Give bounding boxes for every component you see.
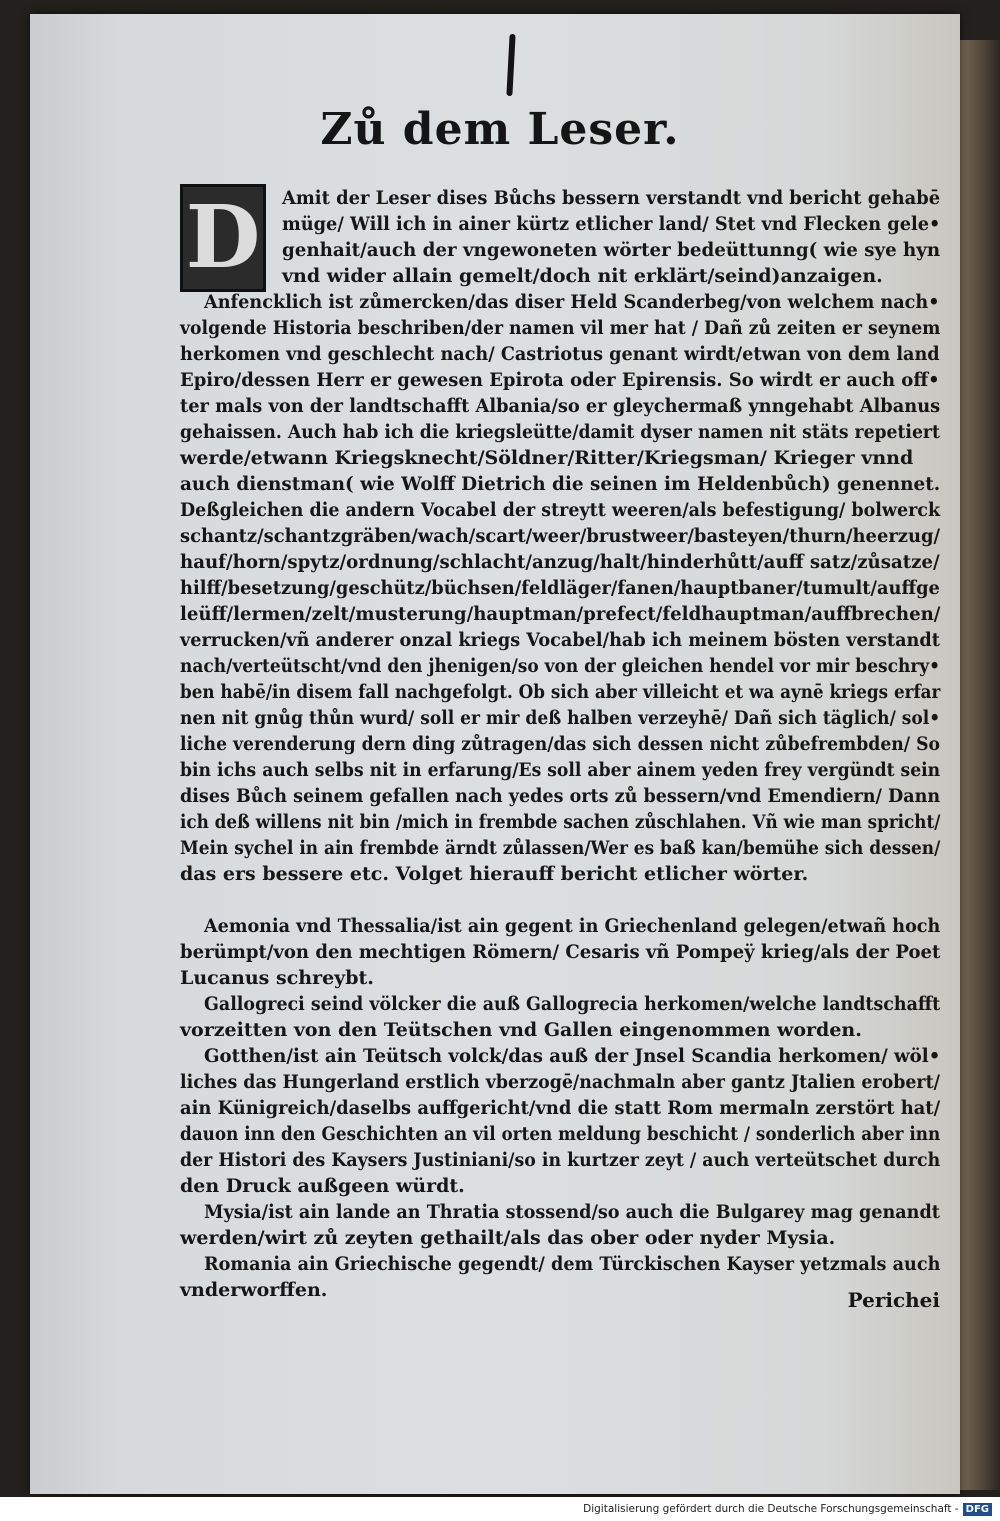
text-line: Aemonia vnd Thessalia/ist ain gegent in Griechenland gelegen/etwañ hoch [204,915,941,937]
text-line: Lucanus schreybt. [180,967,374,989]
text-line: Anfencklich ist zůmercken/das diser Held Scanderbeg/von welchem nach• [204,291,940,313]
text-line: werden/wirt zů zeyten gethailt/als das ober oder nyder Mysia. [180,1227,836,1249]
catchword: Perichei [847,1288,940,1312]
decorated-initial [180,184,266,292]
footer-credit-text: Digitalisierung gefördert durch die Deutsche Forschungsgemeinschaft - [583,1503,959,1515]
text-line: Mein sychel in ain frembde ärndt zůlassen/Wer es baß kan/bemühe sich dessen/ [180,837,941,859]
text-line: liche verenderung dern ding zůtragen/das sich dessen nicht zůbefrembden/ So [180,733,940,755]
text-line: Romania ain Griechische gegendt/ dem Türckischen Kayser yetzmals auch [204,1253,941,1275]
text-line: vorzeitten von den Teütschen vnd Gallen eingenommen worden. [180,1019,862,1041]
text-line: liches das Hungerland erstlich vberzogē/nachmaln aber gantz Jtalien erobert/ [180,1071,940,1093]
text-line: auch dienstman( wie Wolff Dietrich die seinen im Heldenbůch) genennet. [180,473,941,495]
text-line: Mysia/ist ain lande an Thratia stossend/so auch die Bulgarey mag genandt [204,1201,940,1223]
text-line: hilff/besetzung/geschütz/büchsen/feldläger/fanen/hauptbaner/tumult/auffge [180,577,940,599]
text-line: Deßgleichen die andern Vocabel der streytt weeren/als befestigung/ bolwerck [180,499,941,521]
text-line: volgende Historia beschriben/der namen vil mer hat / Dañ zů zeiten er seynem [180,317,941,339]
text-line: dises Bůch seinem gefallen nach yedes orts zů bessern/vnd Emendiern/ Dann [180,785,941,807]
digitization-footer [0,1497,1000,1521]
text-line: werde/etwann Kriegsknecht/Söldner/Ritter/Kriegsman/ Krieger vnnd [180,447,914,469]
text-line: hauf/horn/spytz/ordnung/schlacht/anzug/halt/hinderhůtt/auff satz/zůsatze/ [180,551,940,573]
text-line: herkomen vnd geschlecht nach/ Castriotus genant wirdt/etwan von dem land [180,343,940,365]
text-line: berümpt/von den mechtigen Römern/ Cesaris vñ Pompeÿ krieg/als der Poet [180,941,941,963]
text-line: Gallogreci seind völcker die auß Gallogrecia herkomen/welche landtschafft [204,993,941,1015]
text-line: bin ichs auch selbs nit in erfarung/Es soll aber ainem yeden frey vergündt sein [180,759,941,781]
dfg-logo: DFG [963,1503,992,1516]
text-line: leüff/lermen/zelt/musterung/hauptman/prefect/feldhauptman/auffbrechen/ [180,603,941,625]
text-line: vnd wider allain gemelt/doch nit erklärt/seind)anzaigen. [282,265,883,287]
page-heading: Zů dem Leser. [320,104,680,155]
text-line: der Histori des Kaysers Justiniani/so in kurtzer zeyt / auch verteütschet durch [180,1149,941,1171]
text-line: vnderworffen. [180,1279,328,1301]
text-line: Gotthen/ist ain Teütsch volck/das auß der Jnsel Scandia herkomen/ wöl• [204,1045,941,1067]
text-line: ben habē/in disem fall nachgefolgt. Ob sich aber villeicht et wa aynē kriegs erfar [180,681,941,703]
text-line: ter mals von der landtschafft Albania/so er gleychermaß ynngehabt Albanus [180,395,941,417]
text-line: dauon inn den Geschichten an vil orten meldung beschicht / sonderlich aber inn [180,1123,941,1145]
text-line: Amit der Leser dises Bůchs bessern verstandt vnd bericht gehabē [282,187,941,209]
initial-letter: D [185,187,261,288]
text-line: verrucken/vñ anderer onzal kriegs Vocabel/hab ich meinem bösten verstandt [180,629,940,651]
text-line: ain Künigreich/daselbs auffgericht/vnd die statt Rom mermaln zerstört hat/ [180,1097,941,1119]
text-line: müge/ Will ich in ainer kürtz etlicher land/ Stet vnd Flecken gele• [282,213,941,235]
text-line: gehaissen. Auch hab ich die kriegsleütte/damit dyser namen nit stäts repetiert [180,421,940,443]
text-line: ich deß willens nit bin /mich in frembde sachen zůschlahen. Vñ wie man spricht/ [180,811,941,833]
text-line: Epiro/dessen Herr er gewesen Epirota oder Epirensis. So wirdt er auch off• [180,369,940,391]
adjacent-page-edge [960,40,1000,1490]
text-line: nach/verteütscht/vnd den jhenigen/so von der gleichen hendel vor mir beschry• [180,655,941,677]
text-line: nen nit gnůg thůn wurd/ soll er mir deß halben verzeyhē/ Dañ sich täglich/ sol• [180,707,941,729]
text-line: schantz/schantzgräben/wach/scart/weer/brustweer/basteyen/thurn/heerzug/ [180,525,941,547]
text-line: genhait/auch der vngewoneten wörter bedeüttunng( wie sye hyn [282,239,941,261]
text-line: das ers bessere etc. Volget hierauff bericht etlicher wörter. [180,863,809,885]
text-line: den Druck außgeen würdt. [180,1175,465,1197]
